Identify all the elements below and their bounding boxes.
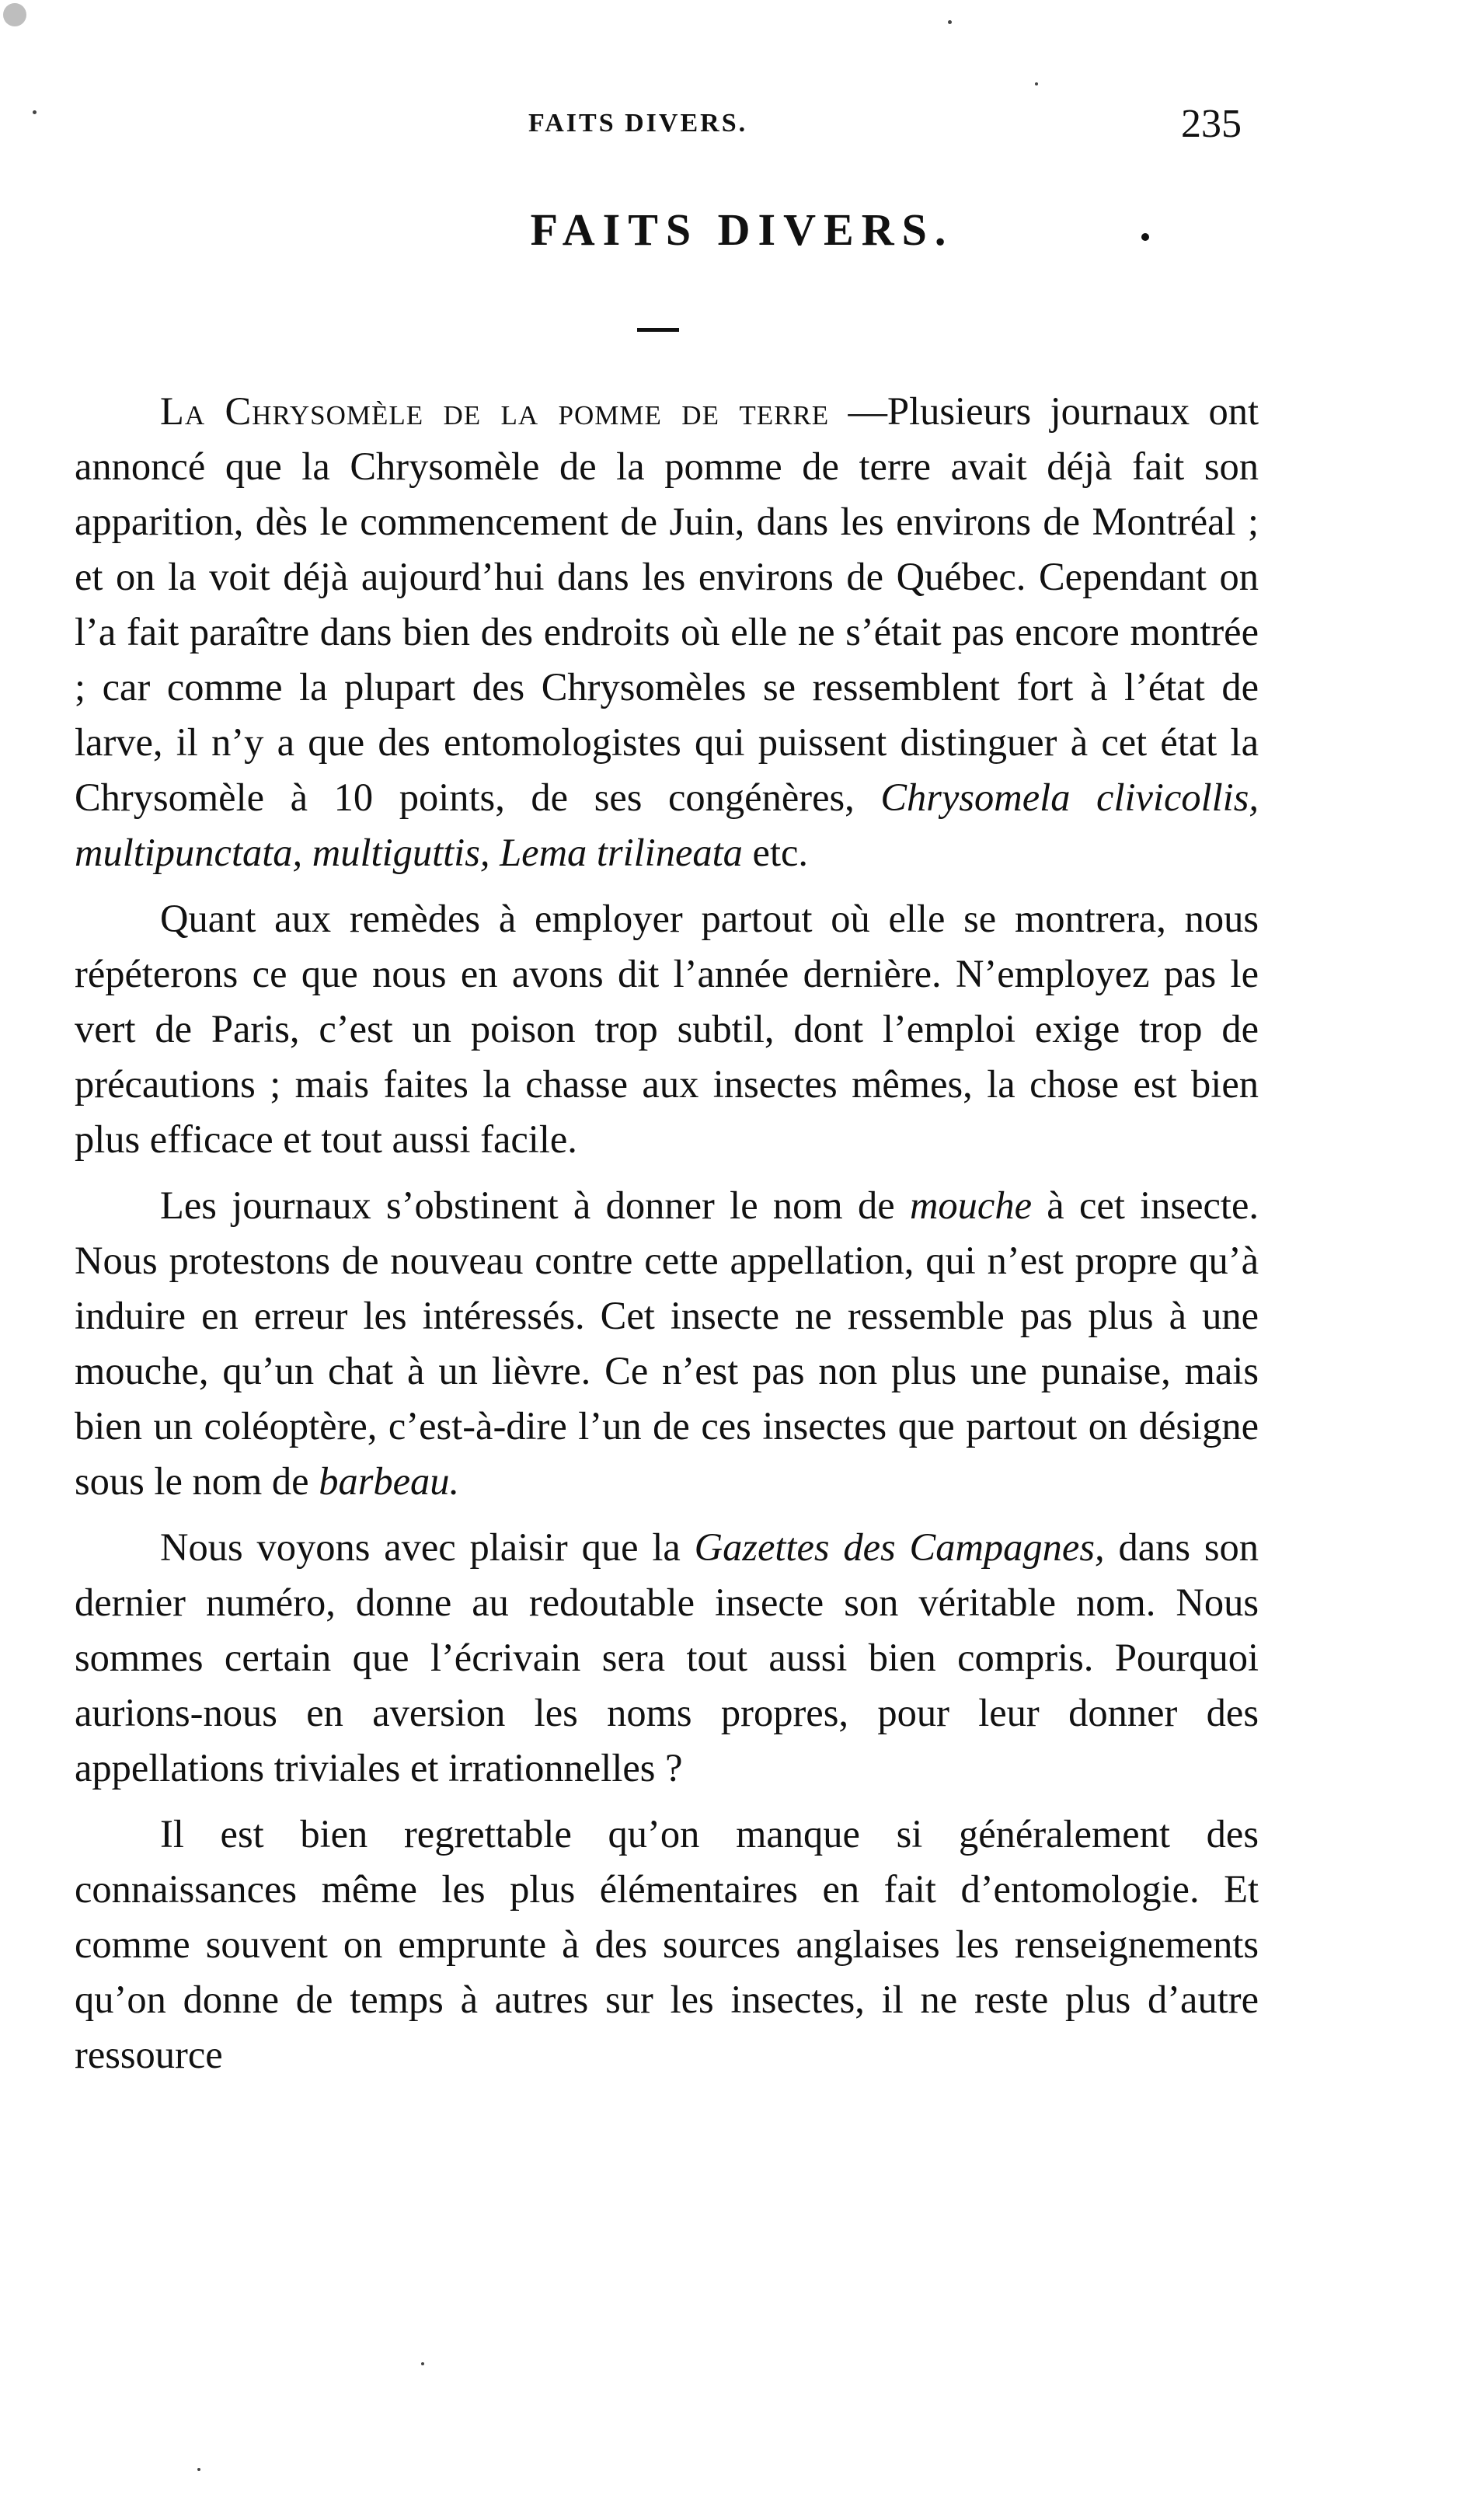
paragraph-1 <box>75 384 1259 880</box>
article-lead: La Chrysomèle de la pomme de terre <box>160 389 830 433</box>
print-speck <box>3 3 26 26</box>
section-title: FAITS DIVERS. <box>530 204 954 255</box>
paragraph-text: à cet insecte. Nous protestons de nouveau contre cette appellation, qui n’est propre qu’à induire en erreur les intéressés. Cet insecte ne ressemble pas plus à une mouche, qu’un chat à un lièvre. Ce n’est pas non plus une punaise, mais bien un coléoptère, c’est-à-dire l’un de ces insectes que partout on désigne sous le nom de <box>75 1183 1259 1503</box>
print-speck <box>33 110 37 114</box>
print-speck <box>421 2362 424 2365</box>
paragraph-text: etc. <box>742 831 809 874</box>
paragraph-2 <box>75 891 1259 1167</box>
italic-term: mouche <box>909 1183 1033 1227</box>
species-names: Chrysomela clivicollis, multipunctata, multiguttis, Lema trilineata <box>75 775 1259 874</box>
print-speck <box>1035 82 1038 85</box>
section-divider <box>637 328 679 332</box>
paragraph-3 <box>75 1178 1259 1509</box>
paragraph-text: —Plusieurs journaux ont annoncé que la Chrysomèle de la pomme de terre avait déjà fait son apparition, dès le commencement de Juin, dans les environs de Montréal ; et on la voit déjà aujourd’hui dans les environs de Québec. Cependant on l’a fait paraître dans bien des endroits où elle ne s’était pas encore montrée ; car comme la plupart des Chrysomèles se ressemblent fort à l’état de larve, il n’y a que des entomologistes qui puissent distinguer à cet état la Chrysomèle à 10 points, de ses congénères, <box>75 389 1259 819</box>
article-body <box>75 384 1259 2093</box>
page-number: 235 <box>1181 102 1242 146</box>
running-head <box>0 93 1484 155</box>
paragraph-text: Il est bien regrettable qu’on manque si généralement des connaissances même les plus élémentaires en fait d’entomologie. Et comme souvent on emprunte à des sources anglaises les renseignements qu’on donne de temps à autres sur les insectes, il ne reste plus d’autre ressource <box>75 1812 1259 2076</box>
paragraph-5 <box>75 1807 1259 2082</box>
print-speck <box>948 20 952 24</box>
paragraph-text: Quant aux remèdes à employer partout où elle se montrera, nous répéterons ce que nous en avons dit l’année dernière. N’employez pas le vert de Paris, c’est un poison trop subtil, dont l’emploi exige trop de précautions ; mais faites la chasse aux insectes mêmes, la chose est bien plus efficace et tout aussi facile. <box>75 897 1259 1161</box>
paragraph-text: dans son dernier numéro, donne au redoutable insecte son véritable nom. Nous sommes certain que l’écrivain sera tout aussi bien compris. Pourquoi aurions-nous en aversion les noms propres, pour leur donner des appellations triviales et irrationnelles ? <box>75 1525 1259 1790</box>
print-speck <box>197 2468 200 2471</box>
paragraph-text: Les journaux s’obstinent à donner le nom de <box>160 1183 910 1227</box>
publication-title: Gazettes des Campagnes, <box>694 1525 1105 1569</box>
italic-term: barbeau. <box>319 1459 460 1503</box>
running-title: FAITS DIVERS. <box>528 109 748 138</box>
paragraph-text: Nous voyons avec plaisir que la <box>160 1525 695 1569</box>
paragraph-4 <box>75 1520 1259 1796</box>
print-speck <box>1141 233 1149 241</box>
